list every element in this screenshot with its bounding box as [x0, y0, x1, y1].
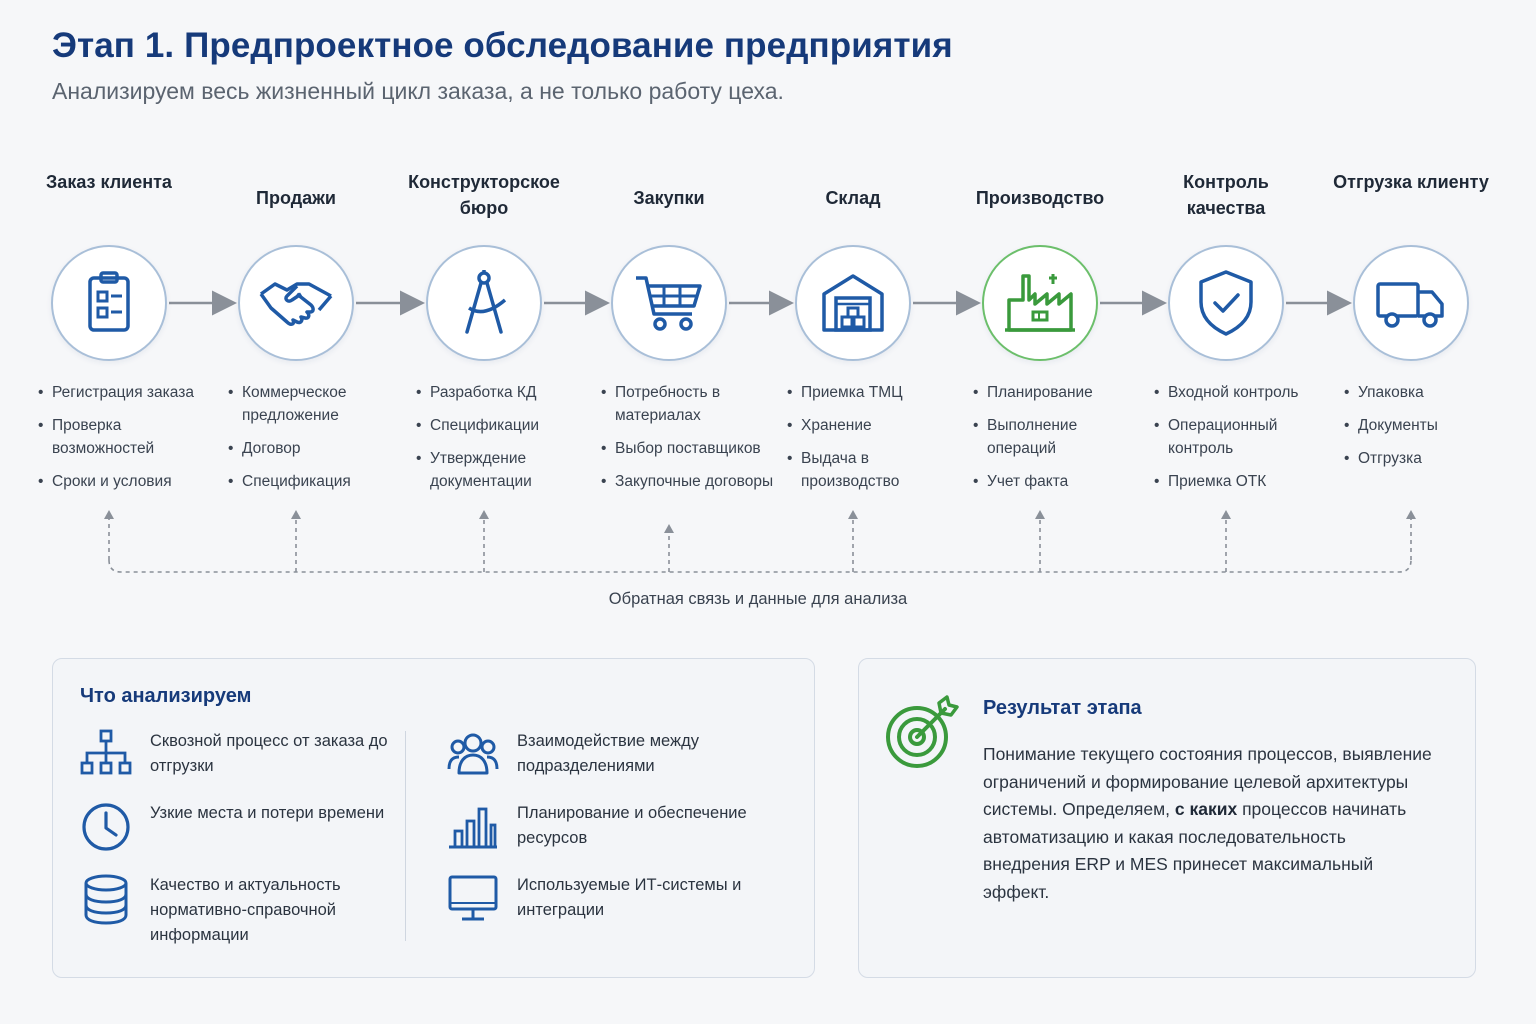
- stage-bullet: • Коммерческое предложение: [228, 381, 393, 427]
- feedback-arrowhead: [848, 510, 858, 519]
- stage-title: Продажи: [256, 188, 336, 208]
- stage-bullet: • Выдача в производство: [787, 447, 952, 493]
- result-text-part1: Понимание текущего состояния процессов, выявление ограничений и формирование целевой архитектуры системы. Определяем,: [983, 744, 1432, 819]
- stage-bullets: [1154, 381, 1319, 503]
- stage-circle: [982, 245, 1098, 361]
- analysis-panel: [52, 658, 815, 978]
- warehouse-icon: [814, 264, 892, 342]
- stage-bullet: • Проверка возможностей: [38, 414, 203, 460]
- stage-bullet: • Закупочные договоры: [601, 470, 776, 493]
- stage-bullet: • Приемка ТМЦ: [787, 381, 952, 404]
- feedback-loop-line: [109, 560, 1411, 572]
- analysis-item-text: Планирование и обеспечение ресурсов: [517, 804, 747, 847]
- database-icon: [80, 873, 132, 925]
- stage-bullets: [601, 381, 776, 503]
- feedback-arrowhead: [664, 524, 674, 533]
- handshake-icon: [257, 264, 335, 342]
- clock-icon: [80, 801, 132, 853]
- stage-title: Склад: [825, 188, 881, 208]
- stage-bullets: [228, 381, 393, 503]
- stage-bullet: • Учет факта: [973, 470, 1138, 493]
- stage-circle: [51, 245, 167, 361]
- stage-title: Отгрузка клиенту: [1333, 172, 1489, 192]
- stage-bullet: • Спецификации: [416, 414, 581, 437]
- stage-bullet: • Потребность в материалах: [601, 381, 776, 427]
- stage-bullet: • Приемка ОТК: [1154, 470, 1319, 493]
- stage-bullets: [973, 381, 1138, 503]
- factory-icon: [1001, 264, 1079, 342]
- stage-title: Конструкторское бюро: [408, 172, 560, 218]
- stage-bullets: [38, 381, 203, 503]
- bar-chart-icon: [447, 801, 499, 853]
- feedback-arrowhead: [1406, 510, 1416, 519]
- stage-bullet: • Документы: [1344, 414, 1509, 437]
- stage-bullet: • Разработка КД: [416, 381, 581, 404]
- stage-bullet: • Регистрация заказа: [38, 381, 203, 404]
- stage-title: Заказ клиента: [46, 172, 172, 192]
- stage-circle: [238, 245, 354, 361]
- stage-bullet: • Входной контроль: [1154, 381, 1319, 404]
- stage-circle: [1168, 245, 1284, 361]
- stage-bullet: • Утверждение документации: [416, 447, 581, 493]
- analysis-divider: [405, 731, 406, 941]
- analysis-item-text: Качество и актуальность нормативно-справочной информации: [150, 876, 341, 944]
- compass-icon: [445, 264, 523, 342]
- result-text-bold: с каких: [1174, 799, 1238, 819]
- result-text-part2: процессов начинать автоматизацию и какая последовательность внедрения ERP и MES принесет максимальный эффект.: [983, 799, 1407, 902]
- stage-bullet: • Сроки и условия: [38, 470, 203, 493]
- stage-bullets: [787, 381, 952, 503]
- analysis-item-text: Сквозной процесс от заказа до отгрузки: [150, 732, 388, 775]
- analysis-item: [447, 801, 757, 853]
- stage-circle: [1353, 245, 1469, 361]
- analysis-item-text: Взаимодействие между подразделениями: [517, 732, 699, 775]
- stage-bullet: • Отгрузка: [1344, 447, 1509, 470]
- hierarchy-icon: [80, 729, 132, 781]
- stage-circle: [611, 245, 727, 361]
- stage-title: Производство: [975, 188, 1105, 208]
- stage-circle: [795, 245, 911, 361]
- page-title: Этап 1. Предпроектное обследование предприятия: [52, 26, 953, 65]
- clipboard-icon: [70, 264, 148, 342]
- stage-bullet: • Упаковка: [1344, 381, 1509, 404]
- result-text: [983, 741, 1433, 906]
- feedback-arrowhead: [1035, 510, 1045, 519]
- analysis-item: [447, 873, 757, 925]
- stage-title: Контроль качества: [1183, 172, 1269, 218]
- feedback-label: Обратная связь и данные для анализа: [608, 590, 908, 608]
- shield-check-icon: [1187, 264, 1265, 342]
- stage-bullet: • Договор: [228, 437, 393, 460]
- stage-title: Закупки: [633, 188, 705, 208]
- analysis-item: [80, 801, 390, 853]
- analysis-item: [80, 873, 390, 948]
- stage-bullets: [1344, 381, 1509, 480]
- stage-bullet: • Спецификация: [228, 470, 393, 493]
- feedback-arrowhead: [291, 510, 301, 519]
- people-icon: [447, 729, 499, 781]
- stage-circle: [426, 245, 542, 361]
- result-panel: [858, 658, 1476, 978]
- target-icon: [883, 695, 959, 771]
- analysis-item-text: Узкие места и потери времени: [150, 804, 385, 822]
- stage-bullets: [416, 381, 581, 503]
- stage-bullet: • Выбор поставщиков: [601, 437, 776, 460]
- analysis-item-text: Используемые ИТ-системы и интеграции: [517, 876, 742, 919]
- feedback-arrowhead: [1221, 510, 1231, 519]
- analysis-title: Что анализируем: [80, 685, 252, 707]
- truck-icon: [1372, 264, 1450, 342]
- analysis-item: [80, 729, 390, 781]
- feedback-arrowhead: [479, 510, 489, 519]
- analysis-item: [447, 729, 757, 781]
- monitor-icon: [447, 873, 499, 925]
- stage-bullet: • Планирование: [973, 381, 1138, 404]
- stage-bullet: • Операционный контроль: [1154, 414, 1319, 460]
- feedback-arrowhead: [104, 510, 114, 519]
- page-subtitle: Анализируем весь жизненный цикл заказа, а не только работу цеха.: [52, 78, 784, 104]
- stage-bullet: • Хранение: [787, 414, 952, 437]
- cart-icon: [630, 264, 708, 342]
- stage-bullet: • Выполнение операций: [973, 414, 1138, 460]
- result-title: Результат этапа: [983, 697, 1142, 719]
